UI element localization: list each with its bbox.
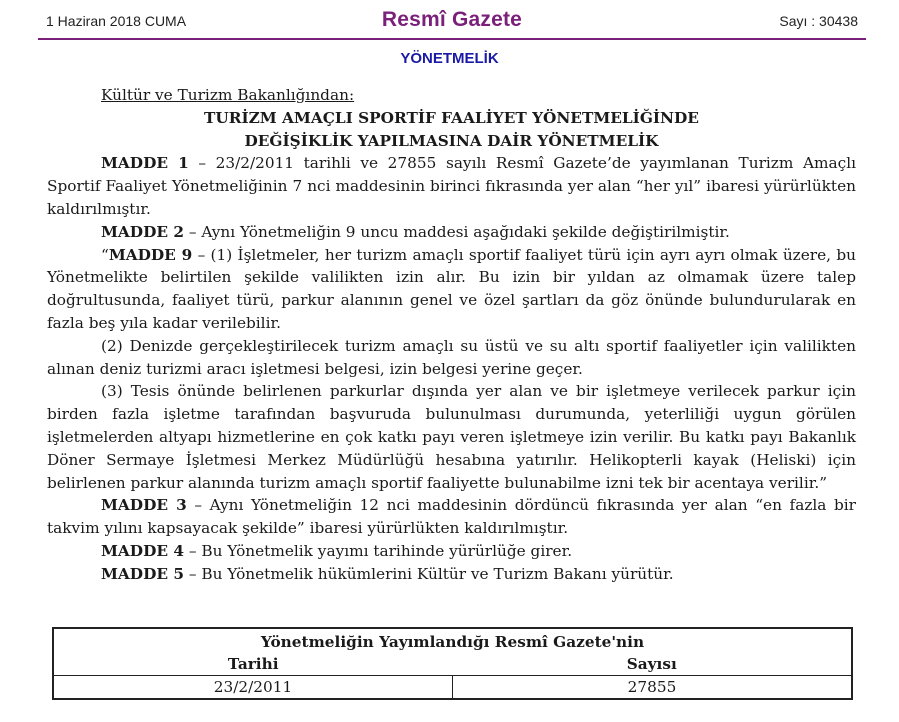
publication-table-row <box>53 676 852 700</box>
article-5 <box>47 563 856 586</box>
article-9-open-quote: “ <box>101 245 109 264</box>
column-header-issue: Sayısı <box>626 655 677 673</box>
article-9-para-3: (3) Tesis önünde belirlenen parkurlar dışında yer alan ve bir işletmeye verilecek parkur için birden fazla işletme tarafından başvuruda bulunulması durumunda, yeterliliği uygun görülen işletmelerden altyapı hizmetlerine en çok katkı payı veren işletmeye izin verilir. Bu katkı payı Bakanlık Döner Sermaye İşletmesi Merkez Müdürlüğü hesabına yatırılır. Helikopterli kayak (Heliski) için belirlenen parkur alanında turizm amaçlı sportif faaliyette bulunabilme izni tek bir acentaya verilir.” <box>47 382 856 492</box>
article-2 <box>47 221 856 244</box>
article-1-text: – 23/2/2011 tarihli ve 27855 sayılı Resmî Gazete’de yayımlanan Turizm Amaçlı Sportif Faaliyet Yönetmeliğinin 7 nci maddesinin birinci fıkrasında yer alan “her yıl” ibaresi yürürlükten kaldırılmıştır. <box>47 154 856 218</box>
publication-table-title: Yönetmeliğin Yayımlandığı Resmî Gazete'nin <box>260 633 645 651</box>
article-5-text: – Bu Yönetmelik hükümlerini Kültür ve Turizm Bakanı yürütür. <box>183 564 674 583</box>
article-3 <box>47 494 856 540</box>
publication-date: 1 Haziran 2018 CUMA <box>46 13 187 29</box>
article-2-label: MADDE 2 <box>101 222 184 241</box>
gazette-header <box>38 8 866 40</box>
ministry-line <box>47 84 856 107</box>
regulation-title-line-1: TURİZM AMAÇLI SPORTİF FAALİYET YÖNETMELİĞİNDE <box>204 108 699 127</box>
ministry-name: Kültür ve Turizm Bakanlığından: <box>101 86 355 104</box>
issue-number: Sayı : 30438 <box>779 13 858 29</box>
column-header-date: Tarihi <box>227 655 279 673</box>
article-3-text: – Aynı Yönetmeliğin 12 nci maddesinin dördüncü fıkrasında yer alan “en fazla bir takvim yılını kapsayacak şekilde” ibaresi yürürlükten kaldırılmıştır. <box>47 496 856 538</box>
article-2-text: – Aynı Yönetmeliğin 9 uncu maddesi aşağıdaki şekilde değiştirilmiştir. <box>183 222 730 241</box>
gazette-title: Resmî Gazete <box>381 8 523 31</box>
regulation-title-line-2: DEĞİŞİKLİK YAPILMASINA DAİR YÖNETMELİK <box>244 131 659 150</box>
article-1 <box>47 152 856 220</box>
article-4 <box>47 540 856 563</box>
article-1-label: MADDE 1 <box>101 154 189 173</box>
article-4-text: – Bu Yönetmelik yayımı tarihinde yürürlüğe girer. <box>183 541 573 560</box>
article-9-label: MADDE 9 <box>108 245 193 264</box>
article-9-para-2: (2) Denizde gerçekleştirilecek turizm amaçlı su üstü ve su altı sportif faaliyetler için valilikten alınan deniz turizmi aracı işletmesi belgesi, izin belgesi yerine geçer. <box>47 336 856 378</box>
publication-table-header-row <box>53 653 852 676</box>
publication-table <box>52 627 853 700</box>
article-4-label: MADDE 4 <box>101 541 184 560</box>
article-9-para-1 <box>47 244 856 335</box>
publication-table-title-row <box>53 628 852 653</box>
section-title: YÖNETMELİK <box>400 50 499 67</box>
published-date-cell: 23/2/2011 <box>53 676 453 700</box>
published-issue-cell: 27855 <box>453 676 853 700</box>
regulation-body <box>47 84 856 586</box>
article-9-text: – (1) İşletmeler, her turizm amaçlı sportif faaliyet türü için ayrı ayrı olmak üzere, bu Yönetmelikte belirtilen şekilde valilikten izin alır. Bu izin bir yıldan az olmamak üzere talep doğrultusunda, faaliyet türü, parkur alanının genel ve özel şartları da göz önünde bulundurularak en fazla beş yıla kadar verilebilir. <box>47 245 856 332</box>
article-5-label: MADDE 5 <box>101 564 184 583</box>
article-3-label: MADDE 3 <box>101 496 187 515</box>
